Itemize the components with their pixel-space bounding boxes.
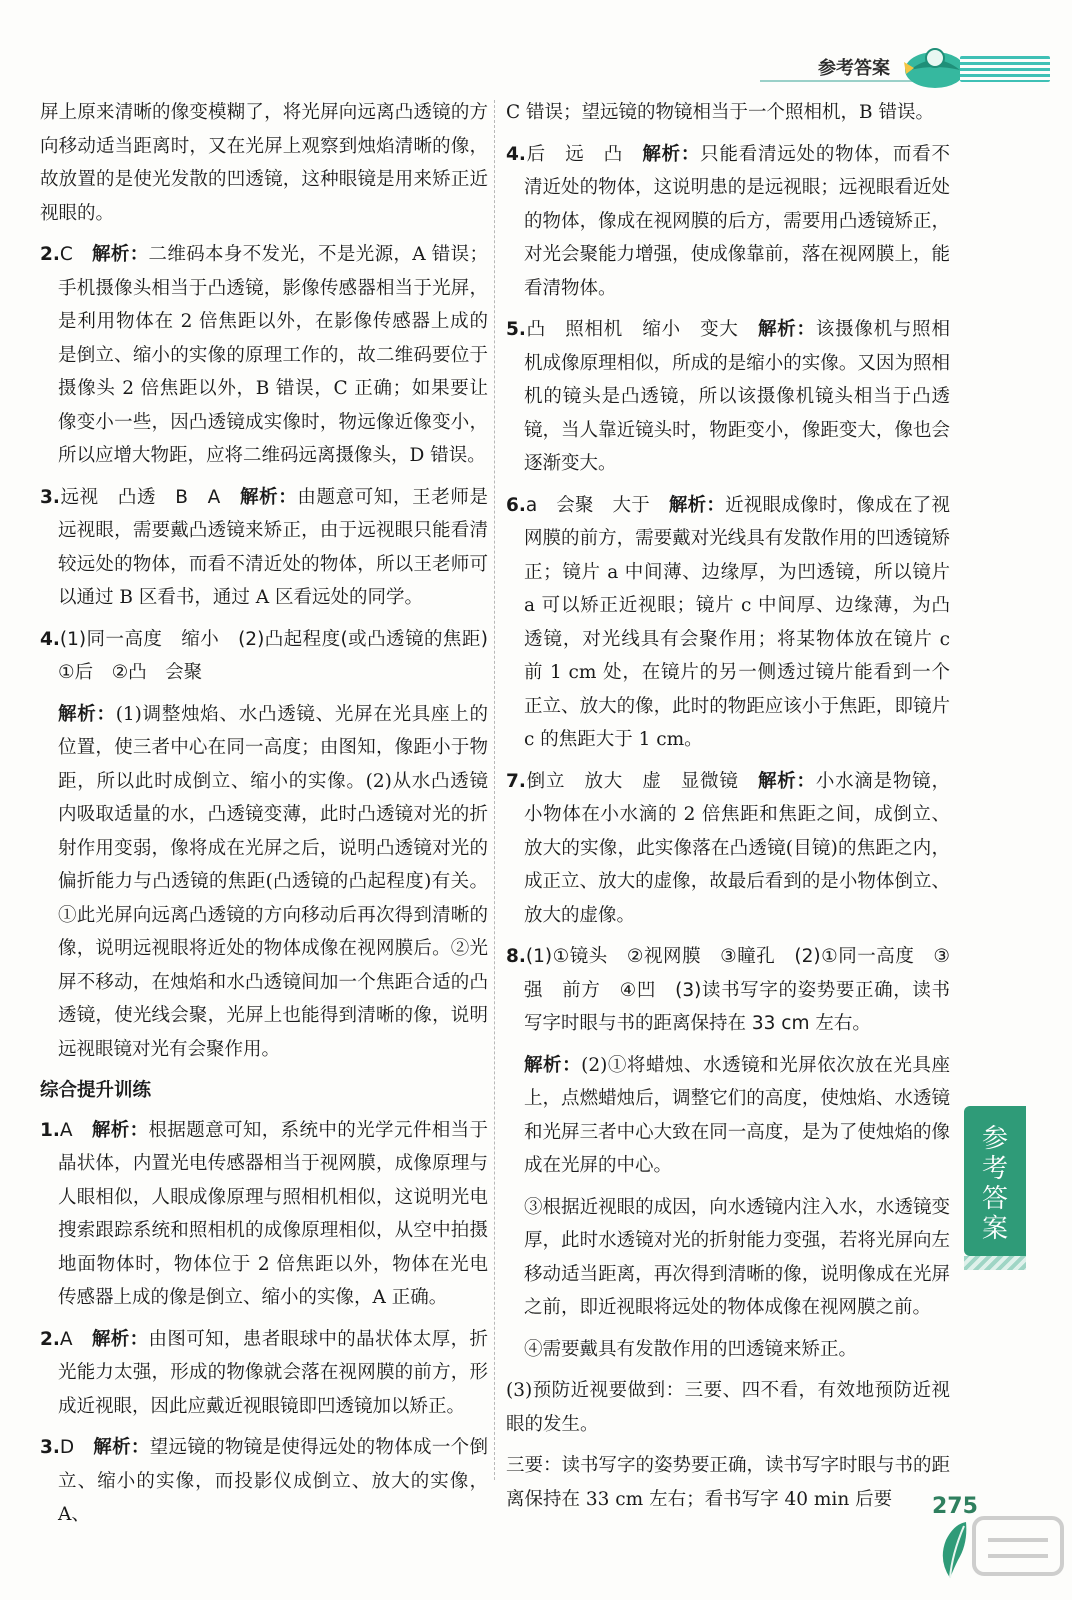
answer-item: 3.远视 凸透 B A 解析：由题意可知，王老师是远视眼，需要戴凸透镜来矫正，由于远视眼只能看清较远处的物体，而看不清近处的物体，所以王老师可以通过 B 区看书，通过 A 区看远处的同学。: [40, 486, 488, 608]
header-stripes: [960, 56, 1050, 82]
left-column: [40, 96, 507, 1540]
continued-text: C 错误；望远镜的物镜相当于一个照相机，B 错误。: [506, 102, 935, 123]
analysis-text: ④需要戴具有发散作用的凹透镜来矫正。: [524, 1338, 858, 1360]
answer-item: 4.(1)同一高度 缩小 (2)凸起程度(或凸透镜的焦距) ①后 ②凸 会聚: [40, 628, 507, 683]
page-header: [0, 0, 1072, 100]
answer-item: 8.(1)①镜头 ②视网膜 ③瞳孔 (2)①同一高度 ③强 前方 ④凹 (3)读书写字的姿势要正确，读书写字时眼与书的距离保持在 33 cm 左右。: [506, 946, 950, 1034]
watermark-icon: [968, 1500, 1068, 1600]
answer-item: 2.A 解析：由图可知，患者眼球中的晶状体太厚，折光能力太强，形成的物像就会落在视网膜的前方，形成近视眼，因此应戴近视眼镜即凹透镜加以矫正。: [40, 1328, 488, 1417]
page-number: 275: [932, 1494, 978, 1519]
leaf-icon: [930, 1520, 970, 1580]
answer-item: 3.D 解析：望远镜的物镜是使得远处的物体成一个倒立、缩小的实像，而投影仪成倒立、放大的实像，A、: [40, 1437, 488, 1525]
column-divider: [494, 100, 495, 1480]
answer-item: 1.A 解析：根据题意可知，系统中的光学元件相当于晶状体，内置光电传感器相当于视网膜，成像原理与人眼相似，人眼成像原理与照相机相似，这说明光电搜索跟踪系统和照相机的成像原理相似，从空中拍摄地面物体时，物体位于 2 倍焦距以外，物体在光电传感器上成的像是倒立、缩小的实像，A 正确。: [40, 1119, 488, 1308]
answer-item: 4.后 远 凸 解析：只能看清远处的物体，而看不清近处的物体，这说明患的是远视眼；远视眼看近处的物体，像成在视网膜的后方，需要用凸透镜矫正，对光会聚能力增强，使成像靠前，落在视网膜上，能看清物体。: [506, 143, 950, 299]
analysis-text: 三要：读书写字的姿势要正确，读书写字时眼与书的距离保持在 33 cm 左右；看书写字 40 min 后要: [506, 1455, 951, 1510]
answer-item: 2.C 解析：二维码本身不发光，不是光源，A 错误；手机摄像头相当于凸透镜，影像传感器相当于光屏，是利用物体在 2 倍焦距以外，在影像传感器上成的是倒立、缩小的实像的原理工作的，故二维码要位于摄像头 2 倍焦距以外，B 错误，C 正确；如果要让像变小一些，因凸透镜成实像时，物远像近像变小，所以应增大物距，应将二维码远离摄像头，D 错误。: [40, 244, 488, 466]
side-tab-label: 参考答案: [981, 1124, 1008, 1244]
side-tab: [964, 1106, 1026, 1256]
analysis-text: 解析：(2)①将蜡烛、水透镜和光屏依次放在光具座上，点燃蜡烛后，调整它们的高度，使烛焰、水透镜和光屏三者中心大致在同一高度，是为了使烛焰的像成在光屏的中心。: [524, 1054, 950, 1176]
analysis-text: ③根据近视眼的成因，向水透镜内注入水，水透镜变厚，此时水透镜对光的折射能力变强，若将光屏向左移动适当距离，再次得到清晰的像，说明像成在光屏之前，即近视眼将远处的物体成像在视网膜之前。: [524, 1196, 950, 1318]
answer-item: 7.倒立 放大 虚 显微镜 解析：小水滴是物镜，小物体在小水滴的 2 倍焦距和焦距之间，成倒立、放大的实像，此实像落在凸透镜(目镜)的焦距之内，成正立、放大的虚像，故最后看到的是小物体倒立、放大的虚像。: [506, 770, 950, 926]
section-heading: 综合提升训练: [40, 1080, 152, 1101]
answer-item: 6.a 会聚 大于 解析：近视眼成像时，像成在了视网膜的前方，需要戴对光线具有发散作用的凹透镜矫正；镜片 a 中间薄、边缘厚，为凹透镜，所以镜片 a 可以矫正近视眼；镜片 c 中间厚、边缘薄，为凸透镜，对光线具有会聚作用；将某物体放在镜片 c 前 1 cm 处，在镜片的另一侧透过镜片能看到一个正立、放大的像，此时的物距应该小于焦距，即镜片 c 的焦距大于 1 cm。: [506, 494, 950, 750]
side-tab-stripes: [964, 1256, 1026, 1270]
answer-item: 5.凸 照相机 缩小 变大 解析：该摄像机与照相机成像原理相似，所成的是缩小的实像。又因为照相机的镜头是凸透镜，所以该摄像机镜头相当于凸透镜，当人靠近镜头时，物距变小，像距变大，像也会逐渐变大。: [506, 319, 950, 474]
continued-text: 屏上原来清晰的像变模糊了，将光屏向远离凸透镜的方向移动适当距离时，又在光屏上观察到烛焰清晰的像，故放置的是使光发散的凹透镜，这种眼镜是用来矫正近视眼的。: [40, 102, 488, 224]
header-title: 参考答案: [818, 58, 890, 79]
right-column: [506, 96, 950, 1524]
analysis-text: 解析：(1)调整烛焰、水凸透镜、光屏在光具座上的位置，使三者中心在同一高度；由图知，像距小于物距，所以此时成倒立、缩小的实像。(2)从水凸透镜内吸取适量的水，凸透镜变薄，此时凸透镜对光的折射作用变弱，像将成在光屏之后，说明凸透镜对光的偏折能力与凸透镜的焦距(凸透镜的凸起程度)有关。①此光屏向远离凸透镜的方向移动后再次得到清晰的像，说明远视眼将近处的物体成像在视网膜后。②光屏不移动，在烛焰和水凸透镜间加一个焦距合适的凸透镜，使光线会聚，光屏上也能得到清晰的像，说明远视眼镜对光有会聚作用。: [58, 703, 488, 1060]
analysis-text: (3)预防近视要做到：三要、四不看，有效地预防近视眼的发生。: [506, 1380, 950, 1435]
